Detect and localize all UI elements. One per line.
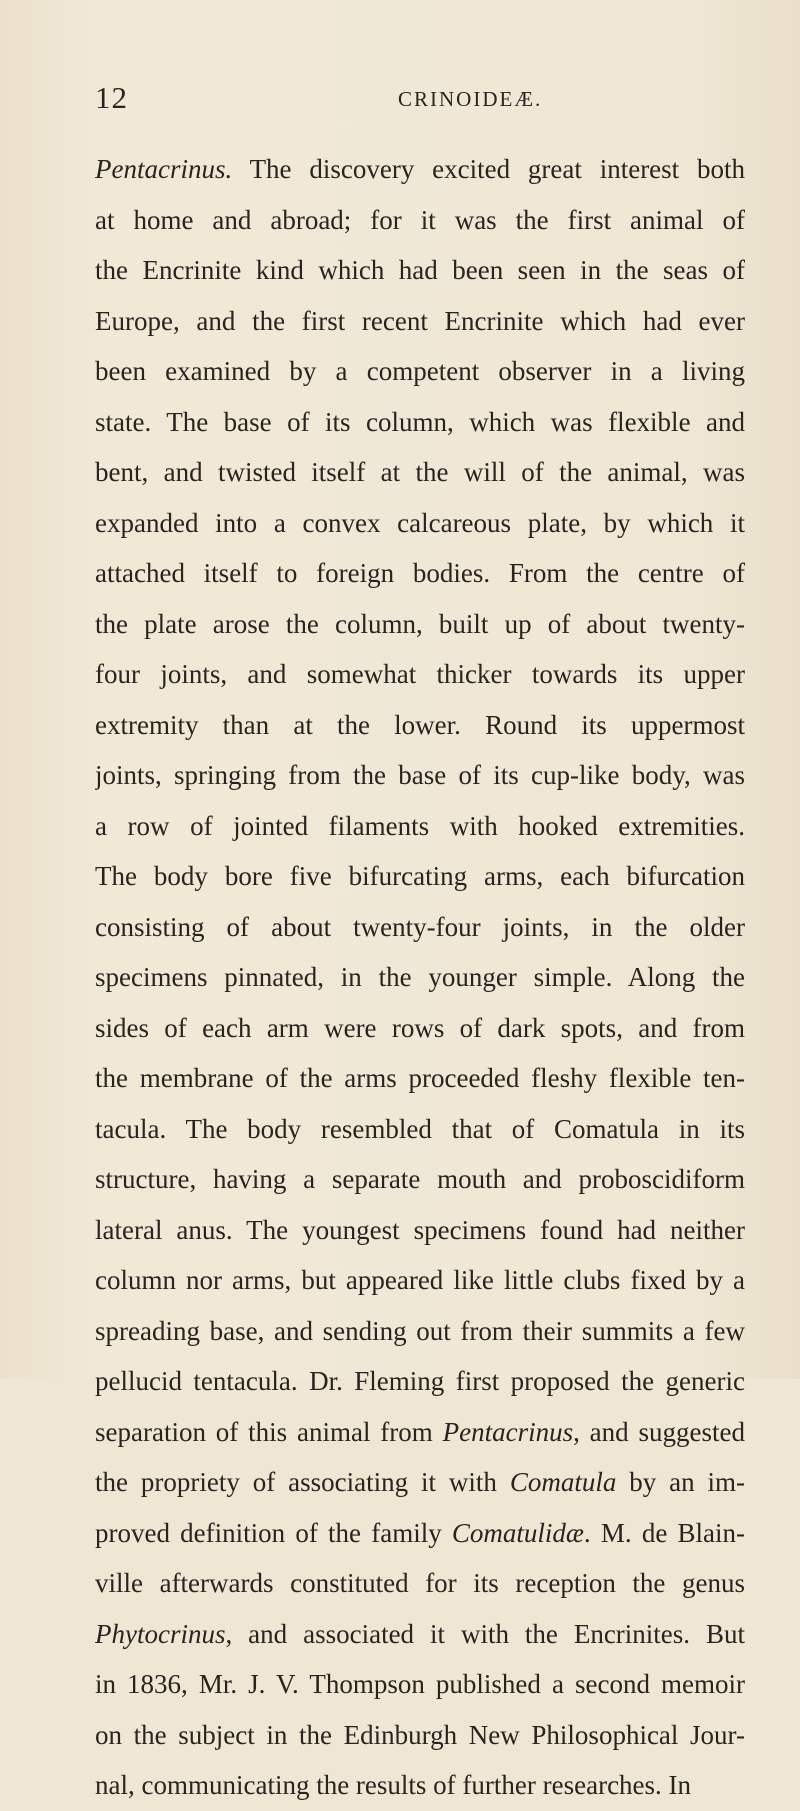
body-text: [95, 144, 745, 1811]
text-segment: attached itself to foreign bodies. From the centre of: [95, 558, 745, 588]
text-line: [95, 801, 745, 852]
text-line: [95, 902, 745, 953]
text-segment: spreading base, and sending out from their summits a few: [95, 1315, 745, 1346]
text-line: [95, 1558, 745, 1609]
text-line: [95, 447, 745, 498]
text-segment: structure, having a separate mouth and proboscidiform: [95, 1164, 745, 1194]
text-segment: The body bore five bifurcating arms, each bifurcation: [95, 861, 745, 891]
text-segment: column nor arms, but appeared like little clubs fixed by a: [95, 1265, 745, 1295]
text-segment: The discovery excited great interest both: [232, 154, 745, 184]
italic-segment: Comatulidæ: [451, 1517, 584, 1548]
text-segment: joints, springing from the base of its cup-like body, was: [95, 760, 745, 790]
text-line: [95, 1003, 745, 1054]
text-line: [95, 1659, 745, 1710]
text-segment: ville afterwards constituted for its reception the genus: [95, 1568, 745, 1598]
text-line: [95, 1154, 745, 1205]
text-segment: been examined by a competent observer in a living: [95, 356, 745, 386]
text-segment: state. The base of its column, which was flexible and: [95, 406, 745, 437]
text-segment: a row of jointed filaments with hooked extremities.: [95, 810, 745, 841]
text-segment: at home and abroad; for it was the first animal of: [95, 204, 745, 235]
text-line: [95, 1053, 745, 1104]
text-segment: the plate arose the column, built up of about twenty-: [95, 608, 745, 639]
text-line: [95, 1306, 745, 1357]
text-line: [95, 498, 745, 549]
text-segment: nal, communicating the results of further researches. In: [95, 1770, 692, 1800]
text-segment: bent, and twisted itself at the will of the animal, was: [95, 457, 745, 487]
text-line: [95, 1205, 745, 1256]
text-segment: on the subject in the Edinburgh New Philosophical Jour-: [95, 1719, 745, 1750]
text-segment: expanded into a convex calcareous plate, by which it: [95, 507, 745, 538]
text-segment: proved definition of the family: [95, 1517, 452, 1548]
text-line: [95, 245, 745, 296]
text-line: [95, 1457, 745, 1508]
text-segment: extremity than at the lower. Round its uppermost: [95, 709, 745, 740]
text-segment: pellucid tentacula. Dr. Fleming first proposed the generic: [95, 1366, 745, 1396]
text-segment: tacula. The body resembled that of Comatula in its: [95, 1113, 745, 1144]
italic-segment: Pentacrinus.: [95, 154, 233, 184]
text-line: [95, 750, 745, 801]
italic-segment: Phytocrinus: [95, 1618, 226, 1649]
text-line: [95, 1356, 745, 1407]
text-line: [95, 952, 745, 1003]
text-segment: four joints, and somewhat thicker towards its upper: [95, 659, 745, 689]
text-line: [95, 700, 745, 751]
running-head: CRINOIDEÆ.: [398, 87, 543, 111]
text-line: [95, 1407, 745, 1458]
text-segment: , and suggested: [573, 1416, 745, 1447]
text-line: [95, 649, 745, 700]
text-line: [95, 1508, 745, 1559]
text-line: [95, 851, 745, 902]
page-header: [95, 78, 745, 118]
text-line: [95, 397, 745, 448]
italic-segment: Comatula: [509, 1467, 617, 1497]
text-line: [95, 548, 745, 599]
text-line: [95, 195, 745, 246]
text-line: [95, 346, 745, 397]
text-segment: by an im-: [616, 1467, 745, 1497]
text-segment: . M. de Blain-: [583, 1517, 745, 1548]
text-segment: , and associated it with the Encrinites. But: [225, 1618, 745, 1649]
page-number: 12: [95, 80, 128, 115]
text-line: [95, 1104, 745, 1155]
text-line: [95, 296, 745, 347]
text-segment: specimens pinnated, in the younger simple. Along the: [95, 962, 745, 992]
text-segment: the propriety of associating it with: [95, 1467, 510, 1497]
text-segment: in 1836, Mr. J. V. Thompson published a second memoir: [95, 1669, 745, 1699]
text-segment: the membrane of the arms proceeded fleshy flexible ten-: [95, 1063, 745, 1093]
text-line: [95, 1760, 745, 1811]
text-segment: consisting of about twenty-four joints, in the older: [95, 911, 745, 942]
italic-segment: Pentacrinus: [442, 1416, 574, 1447]
text-line: [95, 144, 745, 195]
text-line: [95, 599, 745, 650]
text-segment: Europe, and the first recent Encrinite which had ever: [95, 305, 745, 336]
text-segment: separation of this animal from: [95, 1416, 443, 1447]
text-line: [95, 1609, 745, 1660]
text-segment: the Encrinite kind which had been seen in the seas of: [95, 255, 745, 285]
text-line: [95, 1255, 745, 1306]
text-segment: sides of each arm were rows of dark spots, and from: [95, 1012, 745, 1043]
text-line: [95, 1710, 745, 1761]
text-segment: lateral anus. The youngest specimens found had neither: [95, 1214, 745, 1245]
